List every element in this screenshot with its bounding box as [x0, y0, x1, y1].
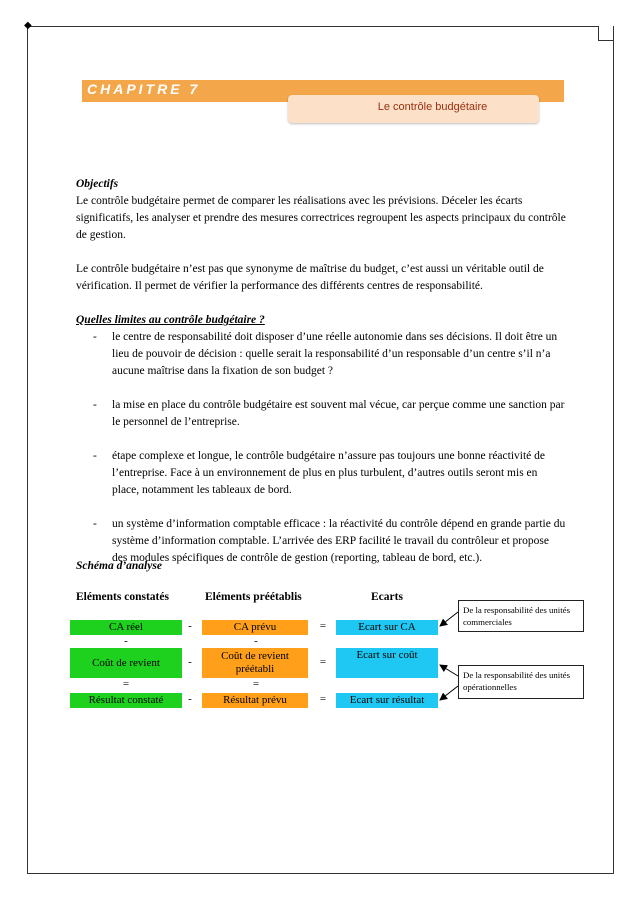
operator-between-prevu: = — [252, 678, 260, 690]
operator-minus: - — [188, 656, 192, 668]
cell-resultat-prevu: Résultat prévu — [202, 693, 308, 708]
operator-minus: - — [188, 693, 192, 705]
cell-resultat-constate: Résultat constaté — [70, 693, 182, 708]
objectifs-paragraph-1: Le contrôle budgétaire permet de comparer les réalisations avec les prévisions. Déceler les écarts significatifs, les analyser et prendre des mesures correctrices regroupent les aspects principaux du contrôle de gestion. — [76, 195, 566, 241]
arrow-to-ecart-resultat-icon — [440, 686, 458, 700]
list-item: - étape complexe et longue, le contrôle budgétaire n’assure pas toujours une bonne réactivité de l’entreprise. Face à un environnement de plus en plus turbulent, d’autres outils seront mis en place, notamment les tableaux de bord. — [76, 448, 566, 499]
operator-equals: = — [319, 620, 327, 632]
column-header-constates: Eléments constatés — [76, 591, 169, 603]
schema-heading: Schéma d’analyse — [76, 560, 162, 572]
objectifs-paragraph-2: Le contrôle budgétaire n’est pas que synonyme de maîtrise du budget, c’est aussi un véritable outil de vérification. Il permet de vérifier la performance des différents centres de responsabilité. — [76, 263, 544, 292]
note-operationnelles: De la responsabilité des unités opérationnelles — [458, 665, 584, 699]
operator-equals: = — [319, 656, 327, 668]
objectifs-heading: Objectifs — [76, 178, 119, 190]
list-item: - la mise en place du contrôle budgétaire est souvent mal vécue, car perçue comme une sanction par le personnel de l’entreprise. — [76, 397, 566, 431]
column-header-preetablis: Eléments préétablis — [205, 591, 302, 603]
cell-ecart-resultat: Ecart sur résultat — [336, 693, 438, 708]
cell-cout-de-revient: Coût de revient — [70, 648, 182, 678]
arrow-to-ecart-ca-icon — [440, 612, 458, 626]
limites-heading: Quelles limites au contrôle budgétaire ? — [76, 314, 265, 326]
operator-equals: = — [319, 693, 327, 705]
cell-ecart-cout: Ecart sur coût — [336, 648, 438, 678]
list-item: - un système d’information comptable efficace : la réactivité du contrôle dépend en grande partie du système d’information comptable. L’arrivée des ERP facilité le travail du contrôleur et propose des modules spécifiques de contrôle de gestion (reporting, tableau de bord, etc.). — [76, 516, 566, 567]
operator-between-constate: - — [124, 635, 128, 647]
cell-ca-reel: CA réel — [70, 620, 182, 635]
note-commerciales: De la responsabilité des unités commerciales — [458, 600, 584, 632]
cell-cout-preetabli: Coût de revient préétabli — [202, 648, 308, 678]
page-marker: ◆ — [24, 20, 32, 31]
cell-ca-prevu: CA prévu — [202, 620, 308, 635]
chapter-title: Le contrôle budgétaire — [377, 101, 488, 113]
column-header-ecarts: Ecarts — [371, 591, 403, 603]
arrow-to-ecart-cout-icon — [440, 665, 458, 676]
cell-ecart-ca: Ecart sur CA — [336, 620, 438, 635]
operator-between-constate: = — [122, 678, 130, 690]
operator-between-prevu: - — [254, 635, 258, 647]
operator-minus: - — [188, 620, 192, 632]
list-item: - le centre de responsabilité doit disposer d’une réelle autonomie dans ses décisions. Il doit être un lieu de pouvoir de décision : quelle serait la responsabilité d’un responsable d’un centre s’il n’a aucune maîtrise dans la fixation de son budget ? — [76, 329, 566, 380]
chapter-label: CHAPITRE 7 — [87, 81, 201, 97]
